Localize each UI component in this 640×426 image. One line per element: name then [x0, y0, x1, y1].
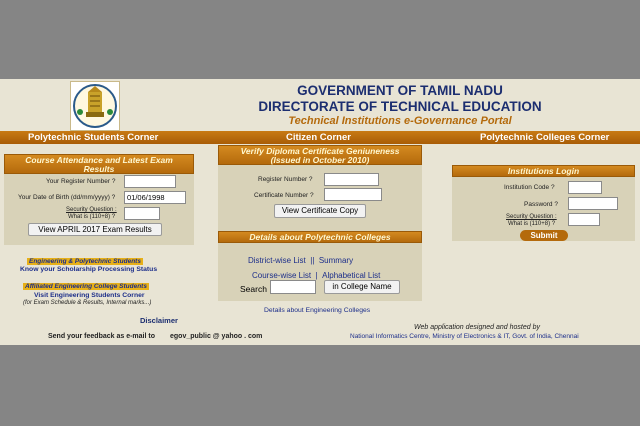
search-label: Search	[240, 284, 267, 294]
disclaimer-link[interactable]: Disclaimer	[140, 316, 178, 325]
engineering-polytechnic-tag: Engineering & Polytechnic Students	[29, 258, 141, 265]
portal-page	[0, 79, 640, 345]
college-details-panel	[218, 231, 422, 301]
nav-polytechnic-colleges[interactable]: Polytechnic Colleges Corner	[480, 132, 610, 143]
separator: |	[315, 271, 318, 280]
nav-bar	[0, 131, 640, 144]
view-certificate-button[interactable]: View Certificate Copy	[274, 204, 366, 218]
course-wise-link[interactable]: Course-wise List	[252, 271, 312, 280]
login-security-question: What is (110+8) ?	[508, 221, 556, 227]
login-security-label: Security Question :	[506, 214, 557, 220]
separator: ||	[310, 256, 315, 265]
header-government: GOVERNMENT OF TAMIL NADU	[297, 83, 503, 98]
password-label: Password ?	[524, 201, 558, 208]
college-search-input[interactable]	[270, 280, 316, 294]
feedback-email[interactable]: egov_public @ yahoo . com	[170, 333, 263, 340]
affiliated-engineering-tag: Affiliated Engineering College Students	[25, 283, 147, 290]
diploma-register-input[interactable]	[324, 173, 379, 186]
college-details-title: Details about Polytechnic Colleges	[218, 231, 422, 243]
alphabetical-list-link[interactable]: Alphabetical List	[322, 271, 381, 280]
designed-by-text: Web application designed and hosted by	[414, 324, 540, 331]
engineering-colleges-link[interactable]: Details about Engineering Colleges	[264, 307, 371, 314]
district-wise-link[interactable]: District-wise List	[248, 256, 306, 265]
institutions-login-panel	[452, 165, 635, 241]
header-portal: Technical Institutions e-Governance Portal	[288, 115, 512, 127]
diploma-verify-title: Verify Diploma Certificate Geniuneness (Issued in October 2010)	[218, 145, 422, 165]
submit-button[interactable]: Submit	[520, 230, 568, 241]
security-answer-input[interactable]	[124, 207, 160, 220]
security-label: Security Question :	[66, 207, 117, 213]
header-directorate: DIRECTORATE OF TECHNICAL EDUCATION	[258, 99, 542, 114]
nav-citizen-corner[interactable]: Citizen Corner	[286, 132, 351, 143]
dob-input[interactable]	[124, 191, 186, 204]
institution-code-label: Institution Code ?	[504, 184, 555, 191]
feedback-text: Send your feedback as e-mail to	[48, 333, 155, 340]
nav-polytechnic-students[interactable]: Polytechnic Students Corner	[28, 132, 159, 143]
exam-results-panel	[4, 154, 194, 245]
view-exam-results-button[interactable]: View APRIL 2017 Exam Results	[28, 223, 162, 236]
password-input[interactable]	[568, 197, 618, 210]
tamil-nadu-emblem-icon	[70, 81, 120, 131]
certificate-number-input[interactable]	[324, 188, 382, 201]
summary-link[interactable]: Summary	[318, 256, 354, 265]
diploma-verify-panel	[218, 145, 422, 238]
register-number-input[interactable]	[124, 175, 176, 188]
register-number-label: Your Register Number ?	[46, 178, 116, 185]
exam-results-title: Course Attendance and Latest Exam Results	[4, 154, 194, 174]
certificate-number-label: Certificate Number ?	[254, 192, 314, 199]
dob-label: Your Date of Birth (dd/mm/yyyy) ?	[18, 194, 116, 201]
institutions-login-title: Institutions Login	[452, 165, 635, 177]
login-security-input[interactable]	[568, 213, 600, 226]
engineering-corner-note: (for Exam Schedule & Results, Internal marks...)	[23, 300, 152, 306]
diploma-register-label: Register Number ?	[258, 176, 313, 183]
nic-link[interactable]: National Informatics Centre, Ministry of Electronics & IT, Govt. of India, Chennai	[350, 333, 579, 340]
search-college-name-button[interactable]: in College Name	[324, 280, 400, 294]
engineering-students-corner-link[interactable]: Visit Engineering Students Corner	[34, 292, 145, 299]
institution-code-input[interactable]	[568, 181, 602, 194]
scholarship-status-link[interactable]: Know your Scholarship Processing Status	[20, 266, 158, 273]
security-question: What is (110+8) ?	[68, 214, 116, 220]
